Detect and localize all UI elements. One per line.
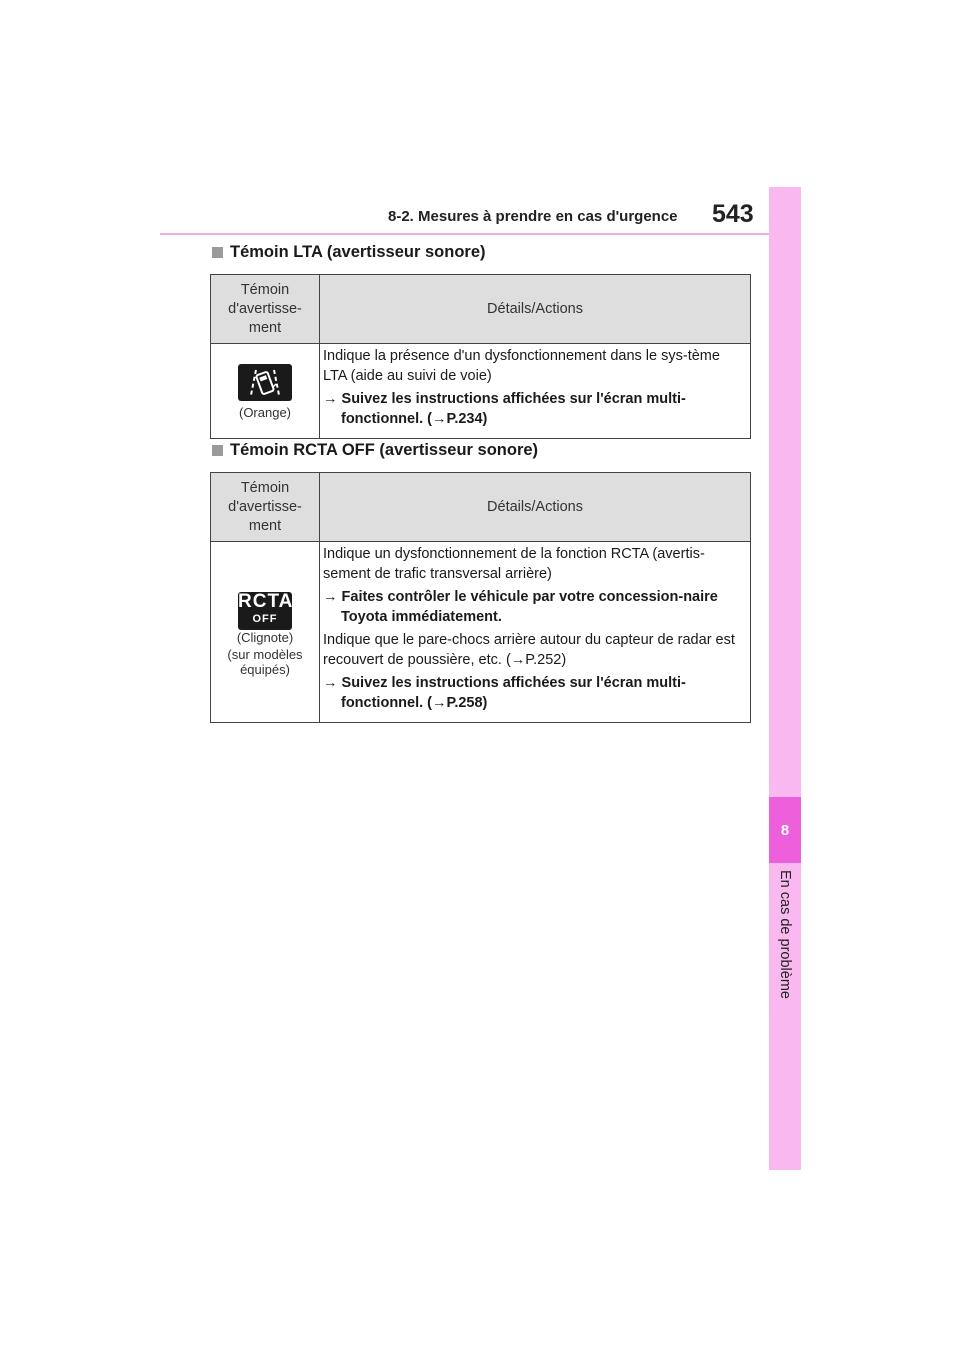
running-header: 8-2. Mesures à prendre en cas d'urgence [388,208,678,225]
header-cell-details: Détails/Actions [320,275,751,344]
header-cell-indicator: Témoin d'avertisse-ment [211,473,320,542]
warning-table-lta [210,274,751,439]
action-text [323,674,746,713]
details-cell [320,542,751,723]
description-text: Indique la présence d'un dysfonctionnement dans le sys-tème LTA (aide au suivi de voie) [323,348,720,384]
arrow-icon: → [510,651,526,668]
chapter-title-text: En cas de problème [777,870,793,999]
action-text [323,588,746,627]
header-rule [160,233,769,235]
section-title: Témoin LTA (avertisseur sonore) [230,243,486,261]
header-cell-details: Détails/Actions [320,473,751,542]
details-cell [320,344,751,439]
action-label: Faites contrôler le véhicule par votre concession-naire Toyota immédiatement. [341,589,718,625]
section-heading-rcta [212,441,538,460]
description-text: Indique un dysfonctionnement de la fonction RCTA (avertis-sement de trafic transversal arrière) [323,546,705,582]
table-row [211,542,751,723]
icon-cell [211,344,320,439]
chapter-number-badge: 8 [769,797,801,863]
side-tab-strip [769,187,801,1170]
header-cell-indicator: Témoin d'avertisse-ment [211,275,320,344]
arrow-icon: → [323,391,338,407]
description-text [323,631,746,670]
arrow-icon: → [323,675,338,691]
section-title: Témoin RCTA OFF (avertisseur sonore) [230,441,539,459]
arrow-icon: → [323,589,338,605]
arrow-icon: → [432,410,447,427]
rcta-off-icon-text-bottom: OFF [252,612,278,625]
table-header-row [211,473,751,542]
bullet-square-icon [212,445,223,456]
action-text [323,390,746,429]
icon-cell [211,542,320,723]
action-label: Suivez les instructions affichées sur l'écran multi-fonctionnel. ( [341,391,686,427]
section-heading-lta [212,243,486,262]
page-reference: P.252) [525,651,567,668]
icon-caption: (Clignote) [236,629,294,645]
lane-tracing-assist-icon [238,364,292,401]
rcta-off-icon [238,592,292,630]
table-header-row [211,275,751,344]
page-reference: P.234) [446,410,488,427]
icon-caption-extra: (sur modèles équipés) [227,646,303,677]
bullet-square-icon [212,247,223,258]
icon-caption: (Orange) [238,405,292,420]
action-label: Suivez les instructions affichées sur l'écran multi-fonctionnel. ( [341,675,686,711]
page-number: 543 [712,200,754,228]
warning-table-rcta [210,472,751,723]
page-reference: P.258) [446,694,488,711]
description-label: Indique que le pare-chocs arrière autour du capteur de radar est recouvert de poussière, etc. ( [323,632,735,668]
rcta-off-icon-text-top: RCTA [238,590,294,612]
table-row [211,344,751,439]
arrow-icon: → [432,694,447,711]
